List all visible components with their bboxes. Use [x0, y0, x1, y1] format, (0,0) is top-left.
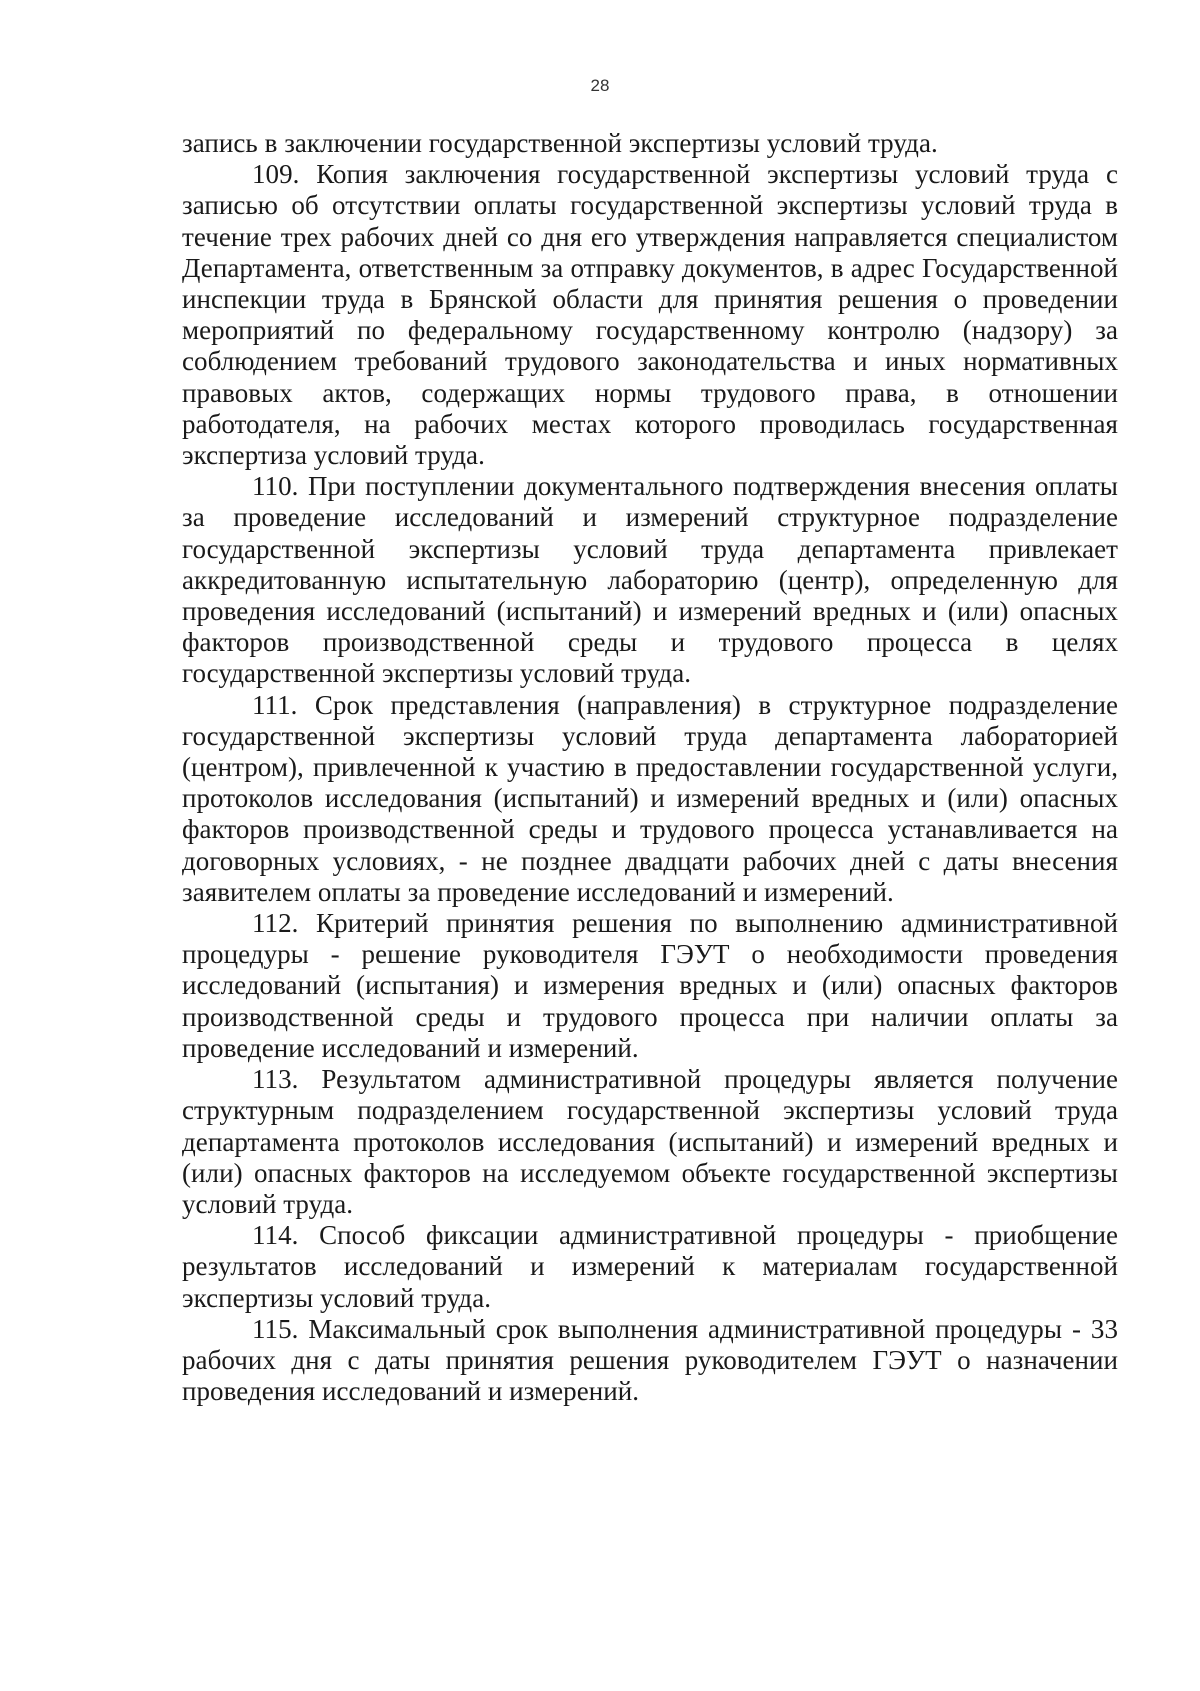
paragraph-111: 111. Срок представления (направления) в структурное подразделение государственной экспертизы условий труда департамента лабораторией (центром), привлеченной к участию в предоставлении государственной услуги, протоколов исследования (испытаний) и измерений вредных и (или) опасных факторов производственной среды и трудового процесса устанавливается на договорных условиях, - не позднее двадцати рабочих дней с даты внесения заявителем оплаты за проведение исследований и измерений.: [182, 689, 1118, 907]
paragraph-115: 115. Максимальный срок выполнения административной процедуры - 33 рабочих дня с даты принятия решения руководителем ГЭУТ о назначении проведения исследований и измерений.: [182, 1313, 1118, 1407]
paragraph-112: 112. Критерий принятия решения по выполнению административной процедуры - решение руководителя ГЭУТ о необходимости проведения исследований (испытания) и измерения вредных и (или) опасных факторов производственной среды и трудового процесса при наличии оплаты за проведение исследований и измерений.: [182, 908, 1118, 1063]
paragraph-114: 114. Способ фиксации административной процедуры - приобщение результатов исследований и измерений к материалам государственной экспертизы условий труда.: [182, 1220, 1118, 1313]
paragraph-113: 113. Результатом административной процедуры является получение структурным подразделением государственной экспертизы условий труда департамента протоколов исследования (испытаний) и измерений вредных и (или) опасных факторов на исследуемом объекте государственной экспертизы условий труда.: [182, 1064, 1118, 1219]
page-number: 28: [590, 76, 610, 95]
paragraph-110: 110. При поступлении документального подтверждения внесения оплаты за проведение исследований и измерений структурное подразделение государственной экспертизы условий труда департамента привлекает аккредитованную испытательную лабораторию (центр), определенную для проведения исследований (испытаний) и измерений вредных и (или) опасных факторов производственной среды и трудового процесса в целях государственной экспертизы условий труда.: [182, 471, 1118, 689]
paragraph-109: 109. Копия заключения государственной экспертизы условий труда с записью об отсутствии оплаты государственной экспертизы условий труда в течение трех рабочих дней со дня его утверждения направляется специалистом Департамента, ответственным за отправку документов, в адрес Государственной инспекции труда в Брянской области для принятия решения о проведении мероприятий по федеральному государственному контролю (надзору) за соблюдением требований трудового законодательства и иных нормативных правовых актов, содержащих нормы трудового права, в отношении работодателя, на рабочих местах которого проводилась государственная экспертиза условий труда.: [182, 159, 1118, 471]
continuation-paragraph: запись в заключении государственной экспертизы условий труда.: [182, 128, 938, 158]
document-body: [182, 128, 1118, 1407]
